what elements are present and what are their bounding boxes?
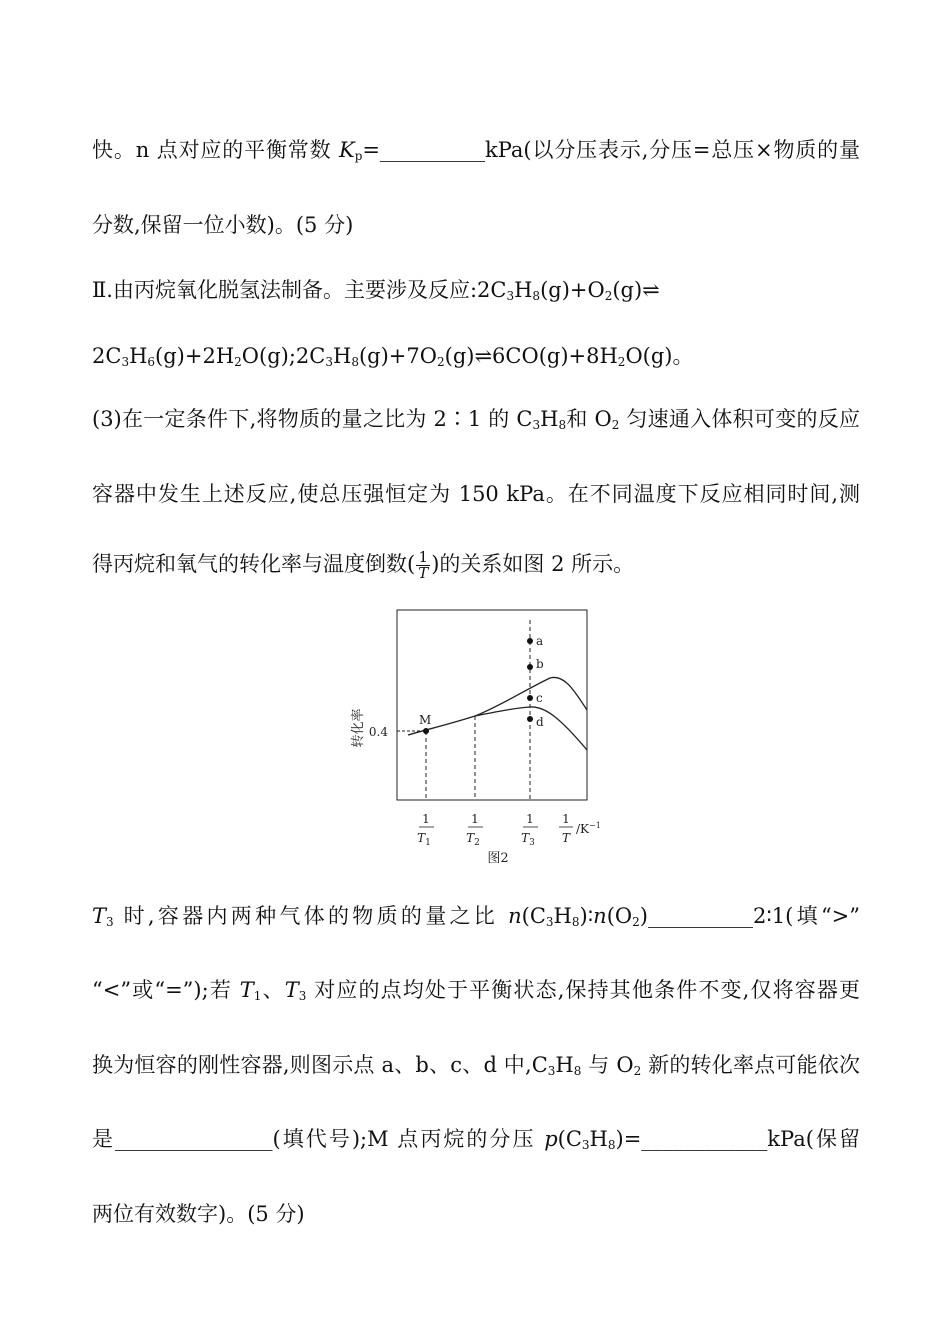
text-line-9: “<”或“=”);若 $T_1$、$T_3$ 对应的点均处于平衡状态,保持其他条件不变,仅将容器更	[92, 978, 861, 1003]
fraction-1-over-T: $\frac{1}{T}$	[418, 548, 429, 582]
text-line-6: 容器中发生上述反应,使总压强恒定为 150 kPa。在不同温度下反应相同时间,测	[92, 482, 860, 506]
point-a-label: a	[536, 634, 544, 648]
point-M-label: M	[419, 713, 432, 727]
curve-lower	[475, 707, 587, 750]
x-axis-unit: $/K^{-1}$	[576, 821, 601, 836]
text-line-12: 两位有效数字)。(5 分)	[92, 1202, 305, 1226]
text-line-7: 得丙烷和氧气的转化率与温度倒数( $\frac{1}{T}$ )的关系如图 2 所示。	[92, 548, 635, 582]
x-tick-2-den: $T_2$	[466, 831, 480, 848]
point-a	[527, 638, 533, 644]
text-line-3: Ⅱ.由丙烷氧化脱氢法制备。主要涉及反应$:2C_3H_8(g)+O_2(g)\rightleftharpoons$	[92, 278, 660, 303]
text-line-1: 快。n 点对应的平衡常数 $K_p=\_\_\_\_\_\_\_\_\_\_kPa$(以分压表示,分压=总压×物质的量	[92, 138, 861, 163]
y-tick-label: 0.4	[368, 725, 388, 739]
point-b-label: b	[536, 657, 544, 671]
x-axis-num: 1	[562, 812, 570, 826]
text-line-11: 是_______________(填代号);M 点丙烷的分压 $p(C_3H_8)=\_\_\_\_\_\_\_\_\_\_\_\_kPa$(保留	[92, 1127, 860, 1152]
y-axis-label: 转化率	[351, 708, 366, 748]
x-tick-3-num: 1	[526, 812, 534, 826]
x-tick-2-num: 1	[471, 812, 479, 826]
text-line-5: (3)在一定条件下,将物质的量之比为 2∶1 的 $C_3H_8$和 $O_2$ 匀速通入体积可变的反应	[92, 407, 860, 432]
curve-upper	[408, 677, 587, 735]
figure-2-conversion-chart	[340, 600, 610, 870]
x-tick-1-den: $T_1$	[417, 831, 431, 848]
text-line-4: $2C_3H_6(g)+2H_2O(g);2C_3H_8(g)+7O_2(g)\rightleftharpoons 6CO(g)+8H_2O(g)$。	[92, 344, 694, 369]
x-tick-1-num: 1	[422, 812, 430, 826]
x-axis-den: T	[561, 831, 571, 845]
point-b	[527, 664, 533, 670]
plot-frame	[397, 610, 587, 800]
text-line-2: 分数,保留一位小数)。(5 分)	[92, 213, 354, 237]
text-line-8: $T_3$ 时,容器内两种气体的物质的量之比 $n(C_3H_8)∶n(O_2)\_\_\_\_\_\_\_\_\_\_2∶1$(填“>”	[92, 904, 861, 929]
x-tick-3-den: $T_3$	[521, 831, 535, 848]
point-c-label: c	[536, 691, 543, 705]
point-d	[527, 716, 533, 722]
text-line-10: 换为恒容的刚性容器,则图示点 a、b、c、d 中$,C_3H_8$ 与 $O_2$ 新的转化率点可能依次	[92, 1053, 860, 1078]
point-d-label: d	[536, 715, 544, 729]
point-M	[423, 728, 429, 734]
figure-caption: 图2	[487, 851, 509, 866]
point-c	[527, 695, 533, 701]
